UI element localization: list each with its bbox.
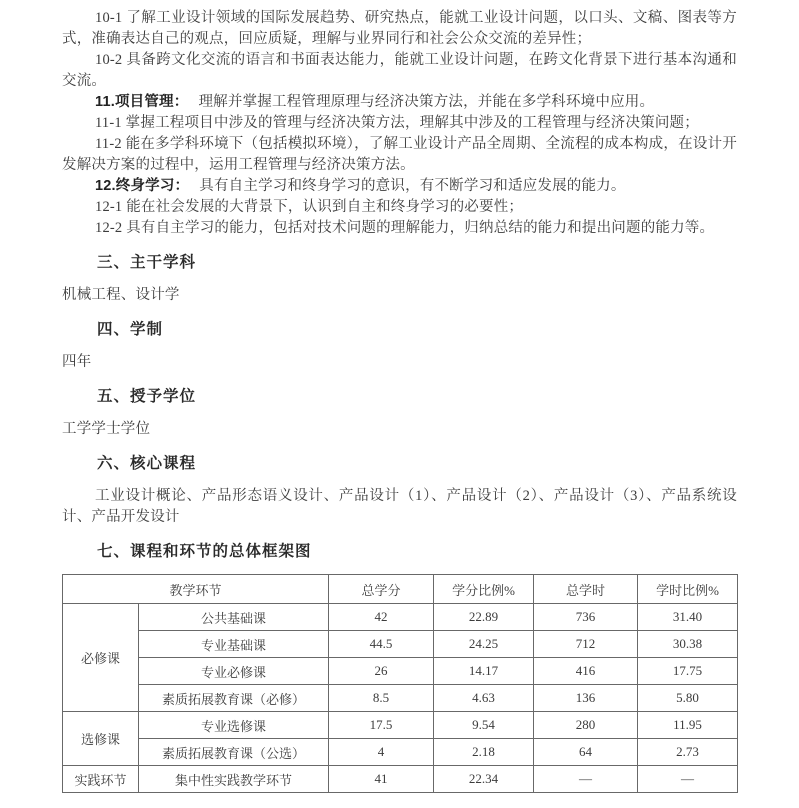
curriculum-framework-table: [62, 574, 738, 793]
table-cell-hour-pct: —: [638, 766, 738, 793]
table-cell-category: 素质拓展教育课（必修）: [139, 685, 329, 712]
table-cell-hours: 280: [534, 712, 638, 739]
table-cell-hours: 136: [534, 685, 638, 712]
paragraph-12-text: 具有自主学习和终身学习的意识，有不断学习和适应发展的能力。: [199, 178, 626, 194]
paragraph-10-2: 10-2 具备跨文化交流的语言和书面表达能力，能就工业设计问题，在跨文化背景下进行基本沟通和交流。: [62, 52, 737, 89]
table-row: [63, 685, 738, 712]
table-cell-category: 专业选修课: [139, 712, 329, 739]
section-body-duration: 四年: [62, 354, 92, 370]
table-header-teaching-segment: 教学环节: [63, 575, 329, 604]
paragraph-11-lead: 11.项目管理：: [95, 94, 189, 110]
table-cell-credits: 8.5: [329, 685, 434, 712]
section-body-major-disciplines: 机械工程、设计学: [62, 287, 180, 303]
section-heading-degree: 五、授予学位: [97, 388, 197, 405]
table-cell-credit-pct: 14.17: [434, 658, 534, 685]
table-cell-credits: 4: [329, 739, 434, 766]
table-header-credit-percent: 学分比例%: [434, 575, 534, 604]
table-cell-category: 素质拓展教育课（公选）: [139, 739, 329, 766]
table-cell-credit-pct: 22.34: [434, 766, 534, 793]
paragraph-12-1: 12-1 能在社会发展的大背景下，认识到自主和终身学习的必要性；: [95, 199, 524, 215]
table-row: [63, 604, 738, 631]
table-cell-credits: 44.5: [329, 631, 434, 658]
table-cell-credit-pct: 22.89: [434, 604, 534, 631]
table-cell-category: 公共基础课: [139, 604, 329, 631]
paragraph-12-lead: 12.终身学习：: [95, 178, 190, 194]
table-header-total-credits: 总学分: [329, 575, 434, 604]
table-header-hour-percent: 学时比例%: [638, 575, 738, 604]
table-cell-hour-pct: 17.75: [638, 658, 738, 685]
table-row: [63, 712, 738, 739]
table-cell-credits: 17.5: [329, 712, 434, 739]
table-cell-category: 集中性实践教学环节: [139, 766, 329, 793]
table-cell-credits: 41: [329, 766, 434, 793]
table-cell-category: 专业基础课: [139, 631, 329, 658]
section-body-degree: 工学学士学位: [62, 421, 151, 437]
paragraph-12-2: 12-2 具有自主学习的能力，包括对技术问题的理解能力，归纳总结的能力和提出问题的能力等。: [95, 220, 715, 236]
table-row: [63, 658, 738, 685]
section-heading-major-disciplines: 三、主干学科: [97, 254, 197, 271]
table-cell-hours: 64: [534, 739, 638, 766]
paragraph-10-1: 10-1 了解工业设计领域的国际发展趋势、研究热点，能就工业设计问题，以口头、文稿、图表等方式，准确表达自己的观点，回应质疑，理解与业界同行和社会公众交流的差异性；: [62, 10, 737, 47]
section-heading-core-courses: 六、核心课程: [97, 455, 197, 472]
table-cell-hour-pct: 5.80: [638, 685, 738, 712]
table-cell-hour-pct: 11.95: [638, 712, 738, 739]
table-row: [63, 631, 738, 658]
table-cell-hours: —: [534, 766, 638, 793]
table-cell-hours: 416: [534, 658, 638, 685]
table-cell-credit-pct: 4.63: [434, 685, 534, 712]
table-header-row: [63, 575, 738, 604]
paragraph-11-2: 11-2 能在多学科环境下（包括模拟环境），了解工业设计产品全周期、全流程的成本构成，在设计开发解决方案的过程中，运用工程管理与经济决策方法。: [62, 136, 737, 173]
section-heading-duration: 四、学制: [97, 321, 164, 338]
table-cell-credit-pct: 24.25: [434, 631, 534, 658]
table-row: [63, 766, 738, 793]
table-cell-hours: 712: [534, 631, 638, 658]
table-cell-credit-pct: 9.54: [434, 712, 534, 739]
table-cell-credits: 26: [329, 658, 434, 685]
table-cell-hours: 736: [534, 604, 638, 631]
table-group-elective: 选修课: [63, 712, 139, 766]
table-cell-credits: 42: [329, 604, 434, 631]
table-cell-category: 专业必修课: [139, 658, 329, 685]
table-cell-hour-pct: 31.40: [638, 604, 738, 631]
paragraph-11-text: 理解并掌握工程管理原理与经济决策方法，并能在多学科环境中应用。: [198, 94, 655, 110]
paragraph-11-project-management: [62, 92, 737, 113]
section-body-core-courses: 工业设计概论、产品形态语义设计、产品设计（1）、产品设计（2）、产品设计（3）、产品系统设计、产品开发设计: [62, 488, 737, 525]
paragraph-11-1: 11-1 掌握工程项目中涉及的管理与经济决策方法，理解其中涉及的工程管理与经济决策问题；: [95, 115, 699, 131]
table-header-total-hours: 总学时: [534, 575, 638, 604]
table-group-required: 必修课: [63, 604, 139, 712]
table-cell-hour-pct: 30.38: [638, 631, 738, 658]
section-heading-framework: 七、课程和环节的总体框架图: [97, 543, 312, 560]
table-cell-hour-pct: 2.73: [638, 739, 738, 766]
table-group-practice: 实践环节: [63, 766, 139, 793]
table-row: [63, 739, 738, 766]
paragraph-12-lifelong-learning: [62, 176, 737, 197]
table-cell-credit-pct: 2.18: [434, 739, 534, 766]
